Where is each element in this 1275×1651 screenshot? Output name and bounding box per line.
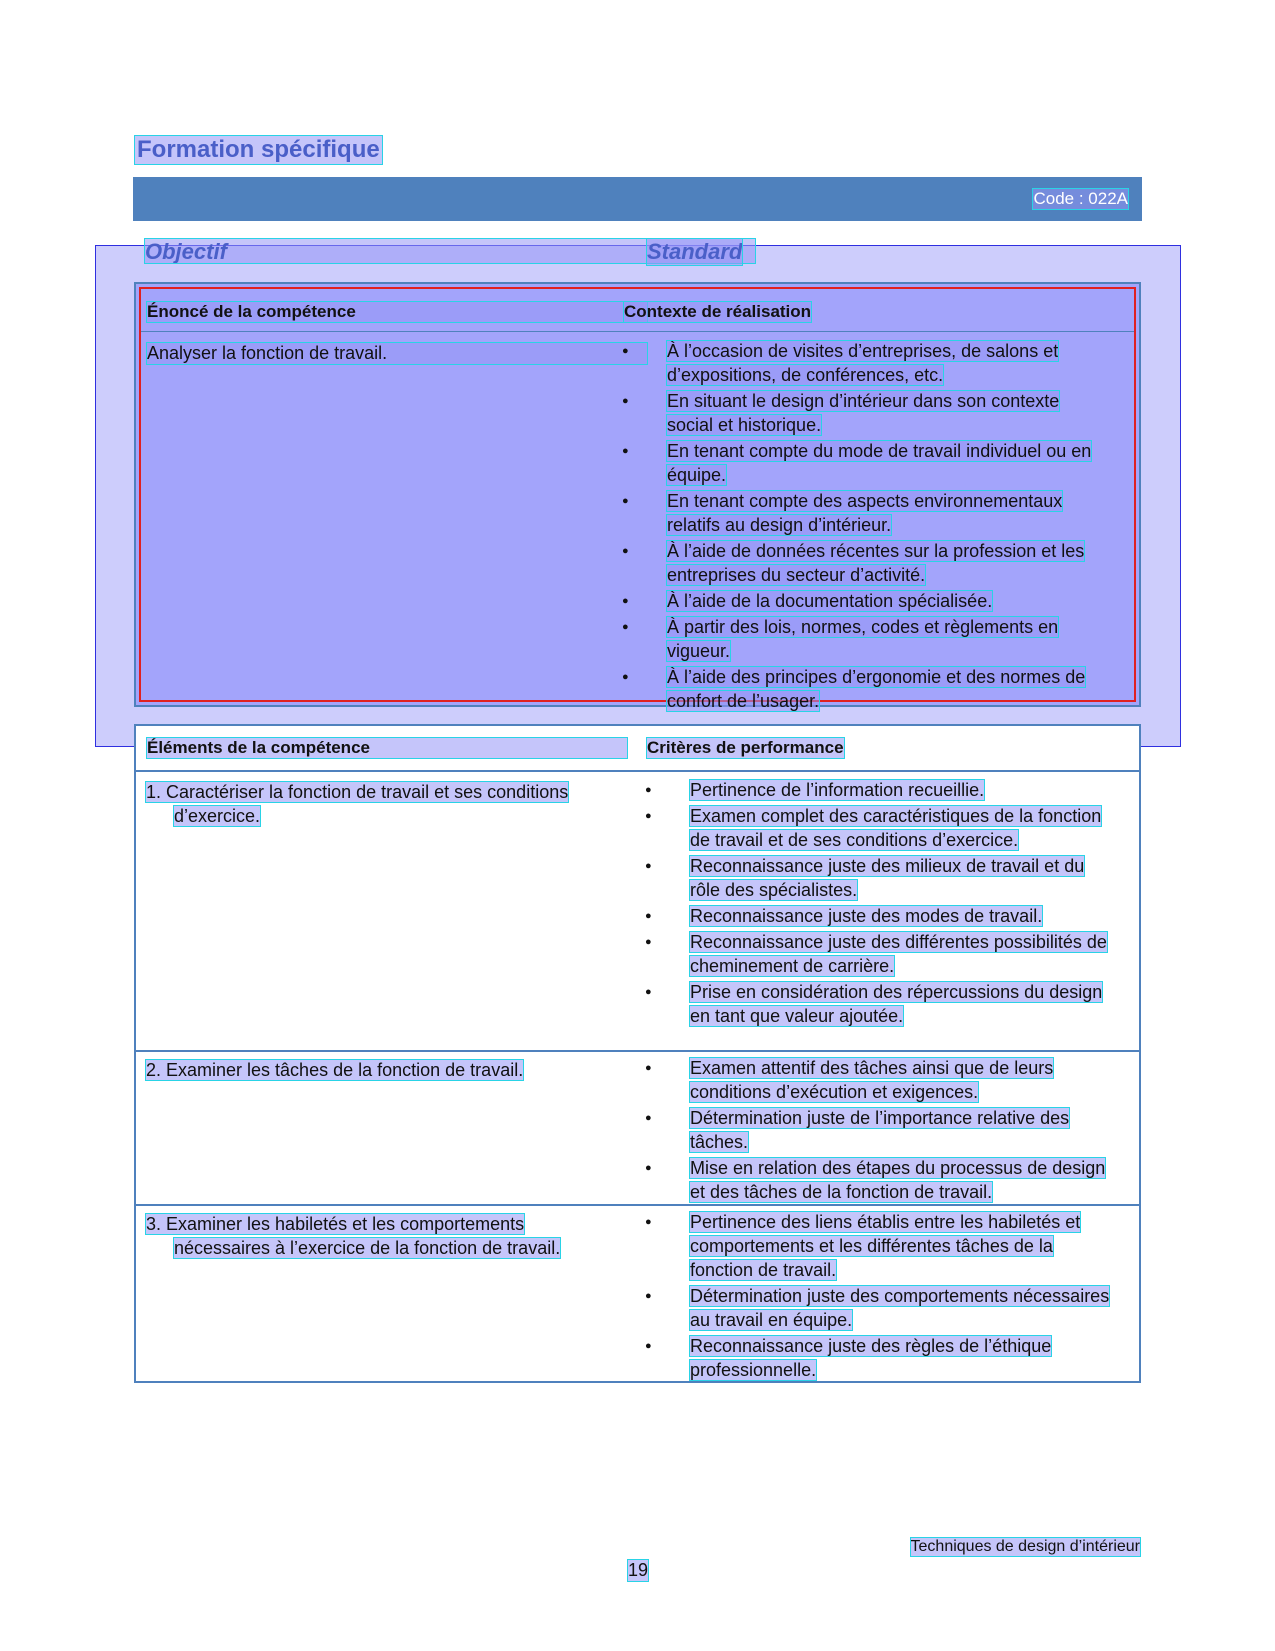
item-text: En tenant compte du mode de travail individuel ou en équipe.: [667, 441, 1092, 485]
bullet-icon: ●: [622, 395, 629, 407]
criterion-item: [645, 904, 1115, 928]
criterion-item: [645, 854, 1115, 902]
page-number: 19: [628, 1560, 649, 1580]
competence-frame: [139, 287, 1136, 711]
bullet-icon: ●: [622, 595, 629, 607]
bullet-icon: ●: [645, 860, 652, 872]
bullet-icon: ●: [645, 910, 652, 922]
page-title: Formation spécifique: [137, 136, 380, 163]
context-item: [622, 665, 1092, 713]
criterion-item: [645, 930, 1115, 978]
bullet-icon: ●: [622, 495, 629, 507]
item-text: Pertinence des liens établis entre les habiletés et comportements et les différentes tâches de la fonction de travail.: [690, 1212, 1081, 1280]
competence-element-text: 1. Caractériser la fonction de travail et ses conditions d’exercice.: [146, 782, 569, 826]
item-text: Détermination juste de l’importance relative des tâches.: [690, 1108, 1070, 1152]
criterion-item: [645, 1156, 1115, 1204]
item-text: Mise en relation des étapes du processus de design et des tâches de la fonction de travail.: [690, 1158, 1106, 1202]
context-item: [622, 439, 1092, 487]
item-text: En tenant compte des aspects environnementaux relatifs au design d’intérieur.: [667, 491, 1063, 535]
criteria-list: [645, 1210, 1115, 1384]
bullet-icon: ●: [645, 784, 652, 796]
item-text: Détermination juste des comportements nécessaires au travail en équipe.: [690, 1286, 1110, 1330]
item-text: Reconnaissance juste des modes de travail.: [690, 906, 1043, 926]
bullet-icon: ●: [622, 445, 629, 457]
header-divider: [141, 331, 1134, 332]
table-row: [136, 772, 1139, 1052]
bullet-icon: ●: [645, 1162, 652, 1174]
context-header: Contexte de réalisation: [624, 302, 812, 321]
criterion-item: [645, 1284, 1115, 1332]
criterion-item: [645, 1056, 1115, 1104]
bullet-icon: ●: [645, 1112, 652, 1124]
context-item: [622, 539, 1092, 587]
competence-element: [146, 1058, 614, 1082]
footer-program: Techniques de design d’intérieur: [910, 1538, 1140, 1555]
bullet-icon: ●: [645, 810, 652, 822]
standard-heading: Standard: [647, 239, 743, 264]
bullet-icon: ●: [645, 1062, 652, 1074]
competence-element-text: 2. Examiner les tâches de la fonction de travail.: [146, 1060, 524, 1080]
bullet-icon: ●: [645, 1216, 652, 1228]
competence-element: [146, 1212, 614, 1260]
criteria-list: [645, 778, 1115, 1030]
bullet-icon: ●: [645, 1340, 652, 1352]
context-item: [622, 589, 1092, 613]
item-text: À l’aide des principes d’ergonomie et des normes de confort de l’usager.: [667, 667, 1086, 711]
table-row: [136, 1204, 1139, 1381]
table-row: [136, 1050, 1139, 1206]
item-text: Reconnaissance juste des différentes possibilités de cheminement de carrière.: [690, 932, 1107, 976]
elements-header: Éléments de la compétence: [147, 738, 627, 758]
item-text: À l’aide de données récentes sur la profession et les entreprises du secteur d’activité.: [667, 541, 1085, 585]
criteria-list: [645, 1056, 1115, 1206]
code-bar: [133, 177, 1142, 221]
objectif-heading: Objectif: [145, 239, 755, 263]
context-item: [622, 389, 1092, 437]
item-text: À partir des lois, normes, codes et règlements en vigueur.: [667, 617, 1059, 661]
bullet-icon: ●: [622, 621, 629, 633]
criterion-item: [645, 1106, 1115, 1154]
criterion-item: [645, 1334, 1115, 1382]
competence-element-text: 3. Examiner les habiletés et les comportements nécessaires à l’exercice de la fonction de travail.: [146, 1214, 561, 1258]
item-text: Reconnaissance juste des règles de l’éthique professionnelle.: [690, 1336, 1052, 1380]
competence-table: [134, 282, 1141, 711]
criterion-item: [645, 778, 1115, 802]
bullet-icon: ●: [622, 345, 629, 357]
criterion-item: [645, 1210, 1115, 1282]
item-text: Prise en considération des répercussions du design en tant que valeur ajoutée.: [690, 982, 1103, 1026]
competency-code: Code : 022A: [1033, 189, 1128, 208]
competence-element: [146, 780, 614, 828]
item-text: Reconnaissance juste des milieux de travail et du rôle des spécialistes.: [690, 856, 1085, 900]
context-list: [622, 339, 1092, 715]
elements-table: [134, 724, 1141, 1383]
context-item: [622, 615, 1092, 663]
item-text: Pertinence de l’information recueillie.: [690, 780, 985, 800]
competence-statement: Analyser la fonction de travail.: [147, 343, 647, 364]
context-item: [622, 339, 1092, 387]
item-text: Examen complet des caractéristiques de la fonction de travail et de ses conditions d’exercice.: [690, 806, 1102, 850]
criteria-header: Critères de performance: [647, 738, 844, 757]
item-text: À l’aide de la documentation spécialisée.: [667, 591, 993, 611]
bullet-icon: ●: [622, 545, 629, 557]
bullet-icon: ●: [645, 936, 652, 948]
criterion-item: [645, 980, 1115, 1028]
criterion-item: [645, 804, 1115, 852]
bullet-icon: ●: [622, 671, 629, 683]
bullet-icon: ●: [645, 1290, 652, 1302]
item-text: À l’occasion de visites d’entreprises, de salons et d’expositions, de conférences, etc.: [667, 341, 1059, 385]
item-text: En situant le design d’intérieur dans son contexte social et historique.: [667, 391, 1060, 435]
item-text: Examen attentif des tâches ainsi que de leurs conditions d’exécution et exigences.: [690, 1058, 1054, 1102]
context-item: [622, 489, 1092, 537]
competence-statement-header: Énoncé de la compétence: [147, 302, 647, 322]
bullet-icon: ●: [645, 986, 652, 998]
